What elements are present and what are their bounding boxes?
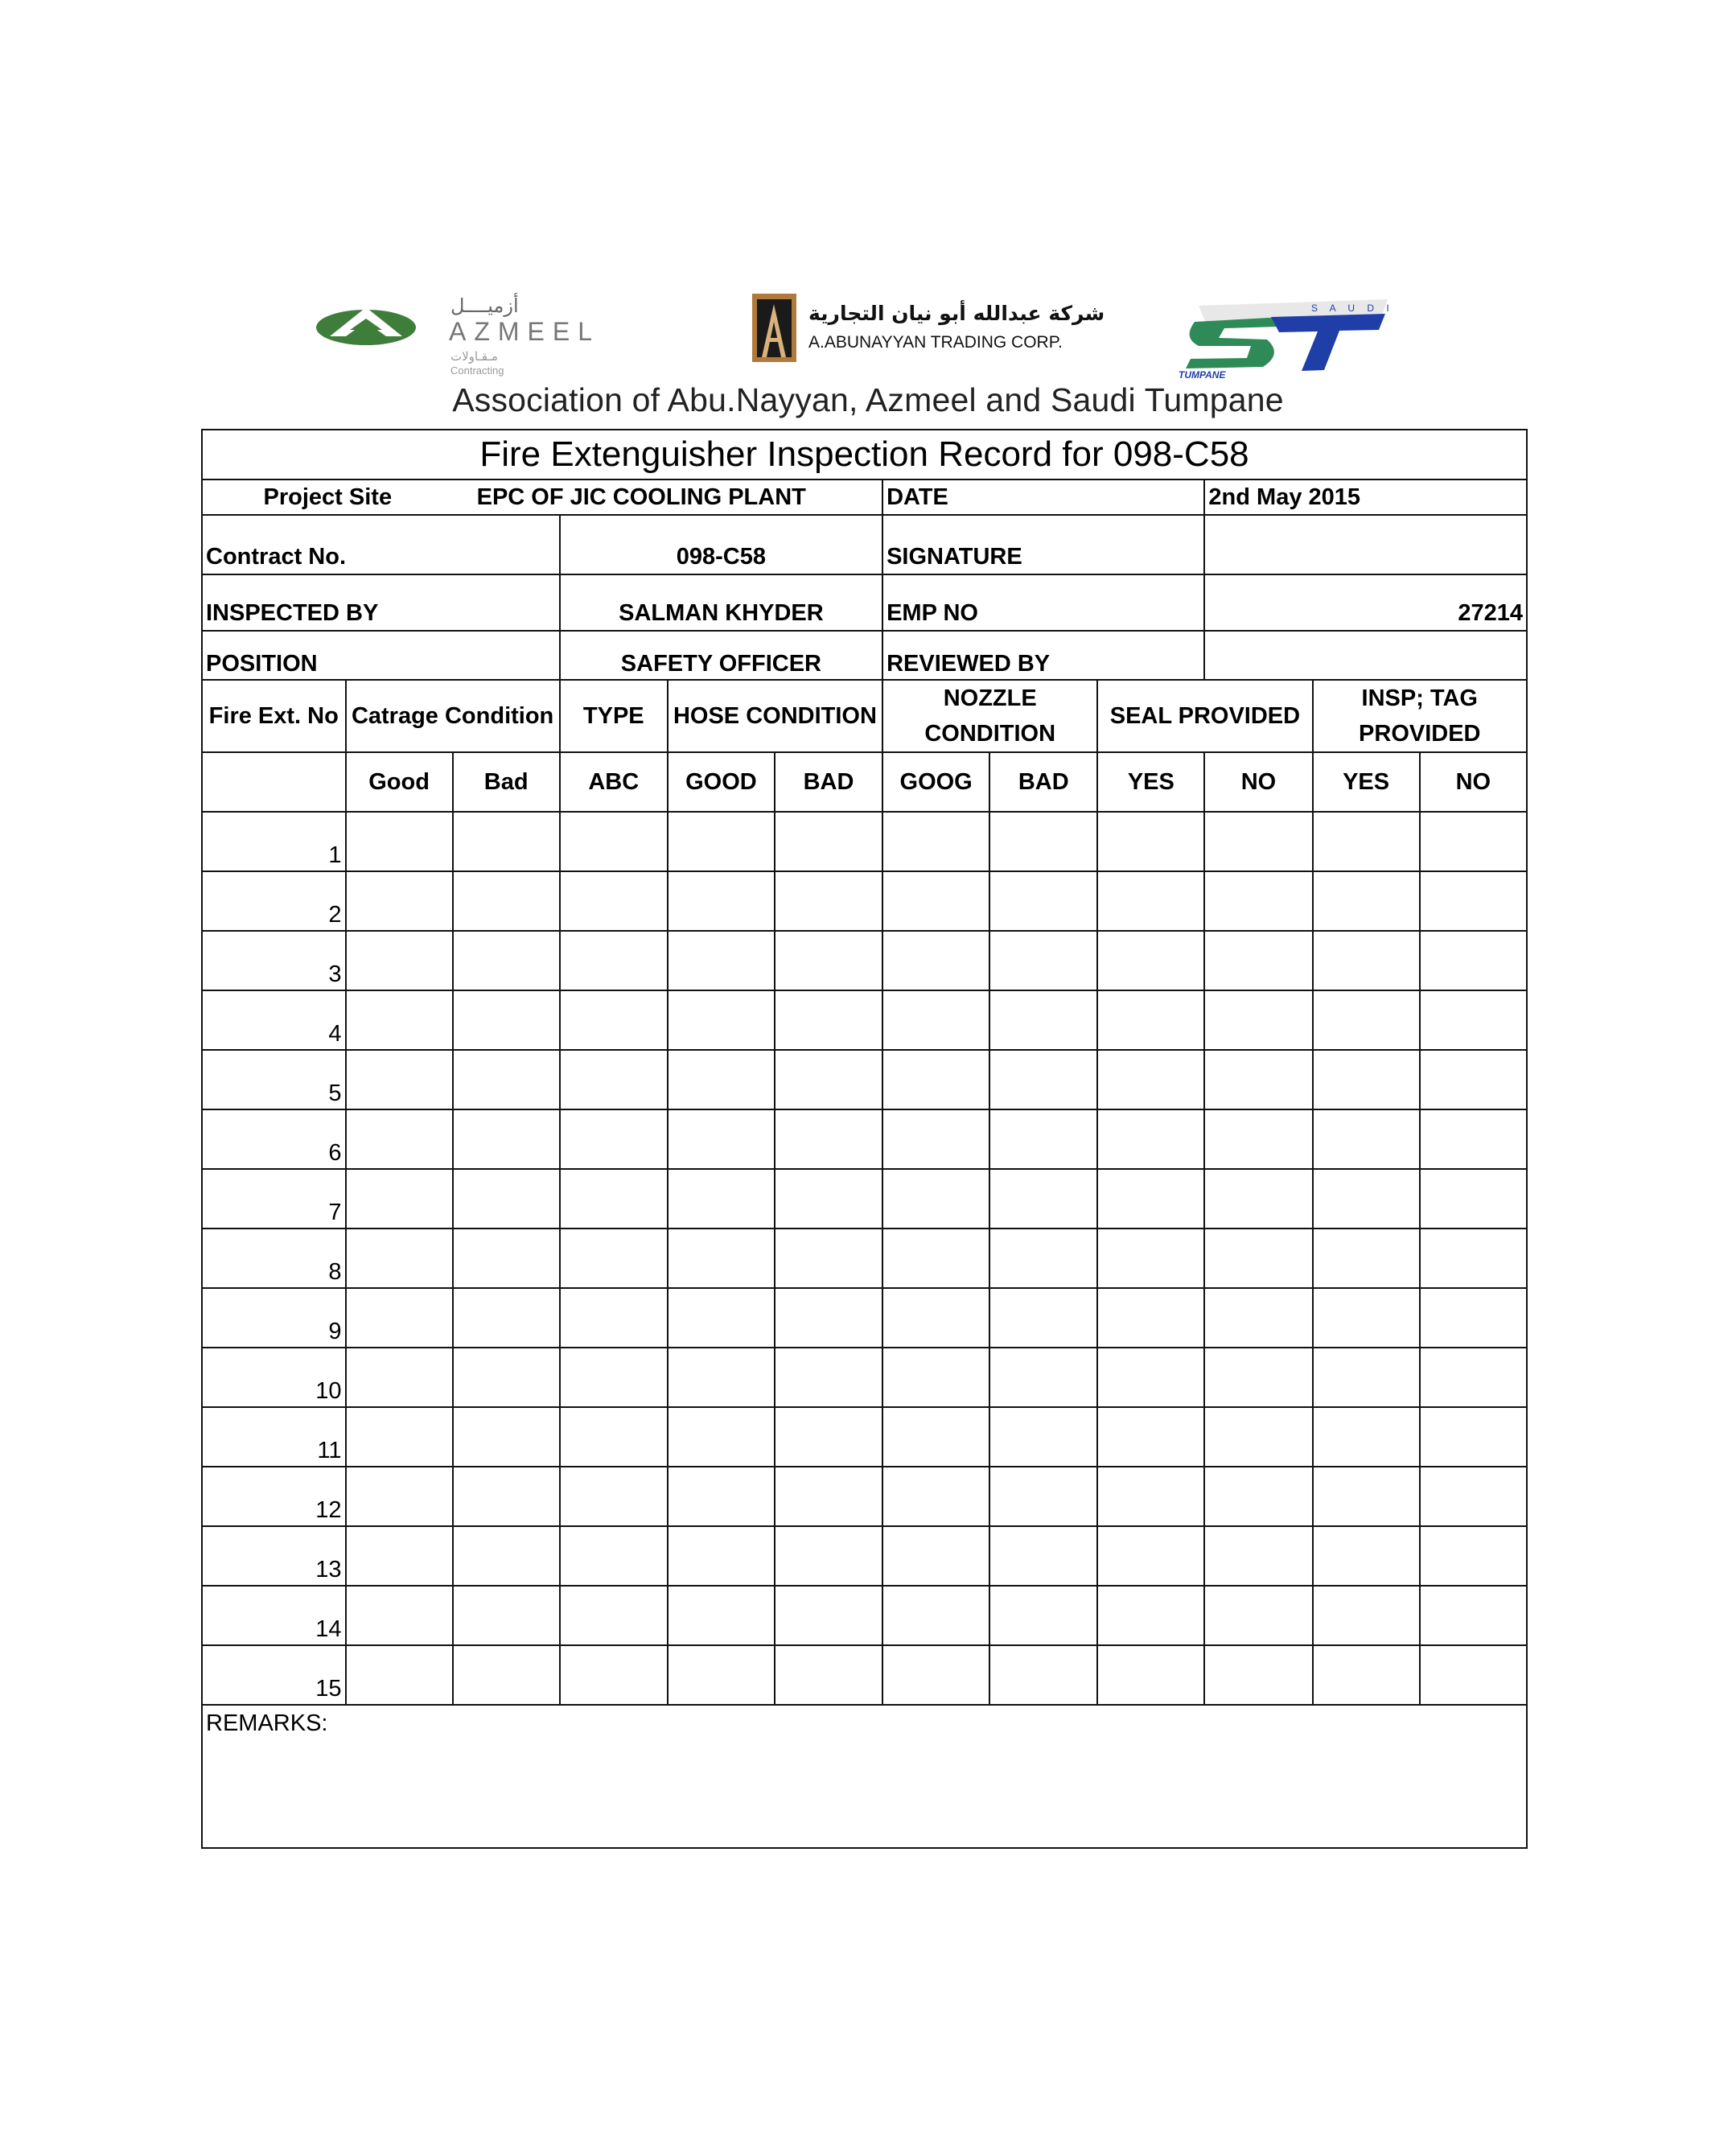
checklist-cell[interactable]: [1097, 1407, 1204, 1467]
contract-label: Contract No.: [202, 515, 560, 574]
checklist-cell[interactable]: [882, 1645, 989, 1705]
sub-header-cell: Good: [346, 752, 453, 812]
project-site-value: EPC OF JIC COOLING PLANT: [453, 479, 882, 515]
checklist-cell[interactable]: [1097, 1288, 1204, 1348]
checklist-cell[interactable]: [453, 1050, 560, 1109]
checklist-cell[interactable]: [346, 1586, 453, 1645]
fire-ext-number: 12: [202, 1467, 346, 1526]
checklist-cell[interactable]: [1097, 812, 1204, 871]
checklist-cell[interactable]: [1420, 1050, 1527, 1109]
table-row: [202, 1645, 1527, 1705]
sub-header-cell: GOOG: [882, 752, 989, 812]
checklist-cell[interactable]: [882, 1288, 989, 1348]
checklist-cell[interactable]: [882, 1050, 989, 1109]
checklist-cell[interactable]: [668, 1586, 775, 1645]
fire-ext-number: 3: [202, 931, 346, 990]
table-row: [202, 1288, 1527, 1348]
checklist-cell[interactable]: [882, 931, 989, 990]
checklist-cell[interactable]: [1313, 1288, 1420, 1348]
table-row: [202, 1586, 1527, 1645]
inspection-rows: [202, 812, 1527, 1705]
checklist-cell[interactable]: [1313, 1467, 1420, 1526]
inspected-by-value: SALMAN KHYDER: [560, 574, 882, 631]
fire-ext-number: 14: [202, 1586, 346, 1645]
checklist-cell[interactable]: [1420, 1645, 1527, 1705]
info-row-project: [202, 479, 1527, 515]
checklist-cell[interactable]: [1097, 1229, 1204, 1288]
fire-ext-number: 5: [202, 1050, 346, 1109]
checklist-cell[interactable]: [1097, 1645, 1204, 1705]
checklist-cell[interactable]: [346, 871, 453, 931]
fire-ext-number: 13: [202, 1526, 346, 1586]
checklist-cell[interactable]: [1204, 1407, 1312, 1467]
checklist-cell[interactable]: [989, 1348, 1097, 1407]
header-nozzle-condition: NOZZLE CONDITION: [882, 680, 1097, 752]
checklist-cell[interactable]: [668, 990, 775, 1050]
checklist-cell[interactable]: [775, 1407, 882, 1467]
checklist-cell[interactable]: [1420, 1467, 1527, 1526]
checklist-cell[interactable]: [882, 1586, 989, 1645]
checklist-cell[interactable]: [1313, 1645, 1420, 1705]
checklist-cell[interactable]: [882, 1348, 989, 1407]
checklist-cell[interactable]: [346, 1526, 453, 1586]
saudi-tumpane-logo: [1174, 290, 1392, 386]
position-value: SAFETY OFFICER: [560, 631, 882, 680]
table-row: [202, 1407, 1527, 1467]
checklist-cell[interactable]: [346, 1050, 453, 1109]
table-row: [202, 812, 1527, 871]
checklist-cell[interactable]: [882, 1526, 989, 1586]
date-value: 2nd May 2015: [1204, 479, 1527, 515]
reviewed-by-label: REVIEWED BY: [882, 631, 1204, 680]
table-row: [202, 871, 1527, 931]
checklist-cell[interactable]: [1420, 1109, 1527, 1169]
checklist-cell[interactable]: [1420, 1169, 1527, 1229]
checklist-cell[interactable]: [1204, 1169, 1312, 1229]
sub-header-cell: NO: [1420, 752, 1527, 812]
checklist-cell[interactable]: [775, 1288, 882, 1348]
checklist-cell[interactable]: [775, 812, 882, 871]
azmeel-arabic-text: أزميــــل: [450, 294, 519, 317]
checklist-cell[interactable]: [1420, 1229, 1527, 1288]
checklist-cell[interactable]: [1204, 1645, 1312, 1705]
fire-ext-number: 7: [202, 1169, 346, 1229]
checklist-cell[interactable]: [560, 1169, 668, 1229]
checklist-cell[interactable]: [989, 931, 1097, 990]
checklist-cell[interactable]: [453, 1526, 560, 1586]
checklist-cell[interactable]: [453, 931, 560, 990]
checklist-cell[interactable]: [1313, 871, 1420, 931]
checklist-cell[interactable]: [1420, 871, 1527, 931]
checklist-cell[interactable]: [1420, 1586, 1527, 1645]
header-type: TYPE: [560, 680, 668, 752]
sub-header-cell: BAD: [775, 752, 882, 812]
checklist-cell[interactable]: [989, 990, 1097, 1050]
checklist-cell[interactable]: [453, 1109, 560, 1169]
emp-no-label: EMP NO: [882, 574, 1204, 631]
table-row: [202, 1467, 1527, 1526]
checklist-cell[interactable]: [346, 1407, 453, 1467]
table-row: [202, 1526, 1527, 1586]
checklist-cell[interactable]: [560, 1348, 668, 1407]
emp-no-value: 27214: [1204, 574, 1527, 631]
abunayyan-logo: [752, 290, 1105, 386]
checklist-cell[interactable]: [1313, 1526, 1420, 1586]
reviewed-by-field[interactable]: [1204, 631, 1527, 680]
fire-ext-number: 8: [202, 1229, 346, 1288]
checklist-cell[interactable]: [668, 1229, 775, 1288]
checklist-cell[interactable]: [1204, 1586, 1312, 1645]
checklist-cell[interactable]: [775, 931, 882, 990]
checklist-cell[interactable]: [1097, 1586, 1204, 1645]
checklist-cell[interactable]: [668, 1288, 775, 1348]
fire-ext-number: 4: [202, 990, 346, 1050]
info-row-contract: [202, 515, 1527, 574]
azmeel-sub-latin: Contracting: [450, 364, 504, 377]
checklist-cell[interactable]: [775, 871, 882, 931]
checklist-cell[interactable]: [1097, 871, 1204, 931]
checklist-cell[interactable]: [882, 1169, 989, 1229]
checklist-cell[interactable]: [882, 812, 989, 871]
checklist-cell[interactable]: [560, 871, 668, 931]
checklist-cell[interactable]: [560, 1645, 668, 1705]
fire-ext-number: 2: [202, 871, 346, 931]
info-row-inspected: [202, 574, 1527, 631]
checklist-cell[interactable]: [1204, 812, 1312, 871]
checklist-cell[interactable]: [1204, 1050, 1312, 1109]
checklist-cell[interactable]: [453, 990, 560, 1050]
sub-header-cell: GOOD: [668, 752, 775, 812]
checklist-cell[interactable]: [453, 812, 560, 871]
checklist-cell[interactable]: [1097, 1050, 1204, 1109]
checklist-cell[interactable]: [1204, 931, 1312, 990]
checklist-cell[interactable]: [668, 1050, 775, 1109]
checklist-cell[interactable]: [775, 1645, 882, 1705]
header-seal-provided: SEAL PROVIDED: [1097, 680, 1312, 752]
checklist-cell[interactable]: [989, 1467, 1097, 1526]
checklist-cell[interactable]: [775, 1229, 882, 1288]
sub-header-cell: YES: [1097, 752, 1204, 812]
checklist-cell[interactable]: [668, 1407, 775, 1467]
checklist-cell[interactable]: [560, 990, 668, 1050]
checklist-cell[interactable]: [346, 1109, 453, 1169]
checklist-cell[interactable]: [1420, 812, 1527, 871]
checklist-cell[interactable]: [346, 1229, 453, 1288]
checklist-cell[interactable]: [989, 1169, 1097, 1229]
st-bottom-text: TUMPANE: [1179, 369, 1226, 381]
checklist-cell[interactable]: [882, 1407, 989, 1467]
header-catrage-condition: Catrage Condition: [346, 680, 560, 752]
checklist-cell[interactable]: [453, 1407, 560, 1467]
table-row: [202, 1050, 1527, 1109]
checklist-cell[interactable]: [775, 1586, 882, 1645]
fire-ext-number: 10: [202, 1348, 346, 1407]
form-title: Fire Extenguisher Inspection Record for 098-C58: [202, 430, 1527, 479]
checklist-cell[interactable]: [453, 1586, 560, 1645]
checklist-cell[interactable]: [560, 931, 668, 990]
inspected-by-label: INSPECTED BY: [202, 574, 560, 631]
sub-header-row: [202, 752, 1527, 812]
checklist-cell[interactable]: [1313, 931, 1420, 990]
checklist-cell[interactable]: [989, 812, 1097, 871]
sub-header-cell: BAD: [989, 752, 1097, 812]
checklist-cell[interactable]: [560, 1229, 668, 1288]
checklist-cell[interactable]: [668, 1348, 775, 1407]
fire-ext-number: 11: [202, 1407, 346, 1467]
signature-label: SIGNATURE: [882, 515, 1204, 574]
checklist-cell[interactable]: [775, 1348, 882, 1407]
checklist-cell[interactable]: [1204, 1229, 1312, 1288]
checklist-cell[interactable]: [1313, 1229, 1420, 1288]
checklist-cell[interactable]: [346, 931, 453, 990]
remarks-label: REMARKS:: [206, 1710, 328, 1736]
checklist-cell[interactable]: [1313, 1169, 1420, 1229]
checklist-cell[interactable]: [453, 1288, 560, 1348]
abunayyan-latin-text: A.ABUNAYYAN TRADING CORP.: [808, 333, 1063, 352]
checklist-cell[interactable]: [346, 812, 453, 871]
checklist-cell[interactable]: [346, 1467, 453, 1526]
checklist-cell[interactable]: [668, 931, 775, 990]
checklist-cell[interactable]: [668, 871, 775, 931]
checklist-cell[interactable]: [1097, 1526, 1204, 1586]
checklist-cell[interactable]: [668, 812, 775, 871]
azmeel-sub-arabic: مـقـاولات: [450, 349, 498, 364]
checklist-cell[interactable]: [453, 1229, 560, 1288]
header-hose-condition: HOSE CONDITION: [668, 680, 882, 752]
sub-header-cell: NO: [1204, 752, 1312, 812]
checklist-cell[interactable]: [775, 1109, 882, 1169]
title-row: [202, 430, 1527, 479]
checklist-cell[interactable]: [346, 1169, 453, 1229]
checklist-cell[interactable]: [1313, 812, 1420, 871]
checklist-cell[interactable]: [1420, 1526, 1527, 1586]
header-insp-tag-provided: INSP; TAG PROVIDED: [1313, 680, 1527, 752]
table-row: [202, 1109, 1527, 1169]
position-label: POSITION: [202, 631, 560, 680]
checklist-cell[interactable]: [560, 1526, 668, 1586]
checklist-cell[interactable]: [1204, 1467, 1312, 1526]
sub-header-blank: [202, 752, 346, 812]
header-fire-ext-no: Fire Ext. No: [202, 680, 346, 752]
checklist-cell[interactable]: [560, 1586, 668, 1645]
signature-field[interactable]: [1204, 515, 1527, 574]
checklist-cell[interactable]: [1097, 931, 1204, 990]
checklist-cell[interactable]: [989, 1288, 1097, 1348]
checklist-cell[interactable]: [453, 1169, 560, 1229]
checklist-cell[interactable]: [1204, 1348, 1312, 1407]
abunayyan-arabic-text: شركة عبدالله أبو نيان التجارية: [808, 302, 1105, 325]
checklist-cell[interactable]: [882, 1467, 989, 1526]
checklist-cell[interactable]: [1204, 990, 1312, 1050]
table-row: [202, 1348, 1527, 1407]
checklist-cell[interactable]: [775, 1467, 882, 1526]
checklist-cell[interactable]: [775, 1050, 882, 1109]
checklist-cell[interactable]: [560, 1109, 668, 1169]
checklist-cell[interactable]: [560, 812, 668, 871]
checklist-cell[interactable]: [668, 1645, 775, 1705]
checklist-cell[interactable]: [346, 1288, 453, 1348]
logo-band: [306, 290, 1400, 386]
checklist-cell[interactable]: [1420, 1288, 1527, 1348]
checklist-cell[interactable]: [1420, 931, 1527, 990]
table-row: [202, 1229, 1527, 1288]
checklist-cell[interactable]: [882, 990, 989, 1050]
checklist-cell[interactable]: [453, 1348, 560, 1407]
checklist-cell[interactable]: [346, 990, 453, 1050]
info-row-position: [202, 631, 1527, 680]
checklist-cell[interactable]: [989, 1645, 1097, 1705]
checklist-cell[interactable]: [989, 1109, 1097, 1169]
checklist-cell[interactable]: [989, 871, 1097, 931]
checklist-cell[interactable]: [453, 1467, 560, 1526]
checklist-cell[interactable]: [668, 1467, 775, 1526]
checklist-cell[interactable]: [1097, 1169, 1204, 1229]
checklist-cell[interactable]: [668, 1109, 775, 1169]
checklist-cell[interactable]: [668, 1526, 775, 1586]
checklist-cell[interactable]: [560, 1467, 668, 1526]
checklist-cell[interactable]: [346, 1645, 453, 1705]
checklist-cell[interactable]: [882, 1109, 989, 1169]
checklist-cell[interactable]: [989, 1050, 1097, 1109]
checklist-cell[interactable]: [1313, 1407, 1420, 1467]
checklist-cell[interactable]: [882, 871, 989, 931]
project-site-label: Project Site: [202, 479, 453, 515]
checklist-cell[interactable]: [453, 871, 560, 931]
association-heading: Association of Abu.Nayyan, Azmeel and Saudi Tumpane: [452, 381, 1284, 418]
checklist-cell[interactable]: [882, 1229, 989, 1288]
checklist-cell[interactable]: [560, 1407, 668, 1467]
checklist-cell[interactable]: [775, 1526, 882, 1586]
column-header-row: [202, 680, 1527, 752]
checklist-cell[interactable]: [1097, 1467, 1204, 1526]
sub-header-cell: Bad: [453, 752, 560, 812]
checklist-cell[interactable]: [1420, 1348, 1527, 1407]
checklist-cell[interactable]: [775, 990, 882, 1050]
checklist-cell[interactable]: [1313, 1109, 1420, 1169]
checklist-cell[interactable]: [1097, 990, 1204, 1050]
st-top-text: S A U D I: [1311, 303, 1394, 314]
fire-ext-number: 6: [202, 1109, 346, 1169]
checklist-cell[interactable]: [989, 1586, 1097, 1645]
checklist-cell[interactable]: [1097, 1109, 1204, 1169]
remarks-field[interactable]: [202, 1705, 1527, 1848]
checklist-cell[interactable]: [1204, 1288, 1312, 1348]
checklist-cell[interactable]: [775, 1169, 882, 1229]
table-row: [202, 990, 1527, 1050]
inspection-form-table: [201, 429, 1528, 1849]
checklist-cell[interactable]: [1097, 1348, 1204, 1407]
date-label: DATE: [882, 479, 1204, 515]
checklist-cell[interactable]: [989, 1407, 1097, 1467]
checklist-cell[interactable]: [1204, 871, 1312, 931]
sub-header-cell: YES: [1313, 752, 1420, 812]
checklist-cell[interactable]: [1313, 990, 1420, 1050]
checklist-cell[interactable]: [346, 1348, 453, 1407]
checklist-cell[interactable]: [1313, 1050, 1420, 1109]
fire-ext-number: 9: [202, 1288, 346, 1348]
checklist-cell[interactable]: [1204, 1109, 1312, 1169]
checklist-cell[interactable]: [1313, 1586, 1420, 1645]
remarks-row: [202, 1705, 1527, 1848]
table-row: [202, 1169, 1527, 1229]
table-row: [202, 931, 1527, 990]
azmeel-latin-text: AZMEEL: [449, 317, 601, 346]
checklist-cell[interactable]: [1204, 1526, 1312, 1586]
checklist-cell[interactable]: [1420, 990, 1527, 1050]
checklist-cell[interactable]: [560, 1050, 668, 1109]
checklist-cell[interactable]: [1313, 1348, 1420, 1407]
checklist-cell[interactable]: [668, 1169, 775, 1229]
checklist-cell[interactable]: [560, 1288, 668, 1348]
checklist-cell[interactable]: [989, 1229, 1097, 1288]
contract-value: 098-C58: [560, 515, 882, 574]
sub-header-cell: ABC: [560, 752, 668, 812]
checklist-cell[interactable]: [1420, 1407, 1527, 1467]
checklist-cell[interactable]: [989, 1526, 1097, 1586]
azmeel-logo: [314, 290, 676, 386]
checklist-cell[interactable]: [453, 1645, 560, 1705]
fire-ext-number: 15: [202, 1645, 346, 1705]
fire-ext-number: 1: [202, 812, 346, 871]
